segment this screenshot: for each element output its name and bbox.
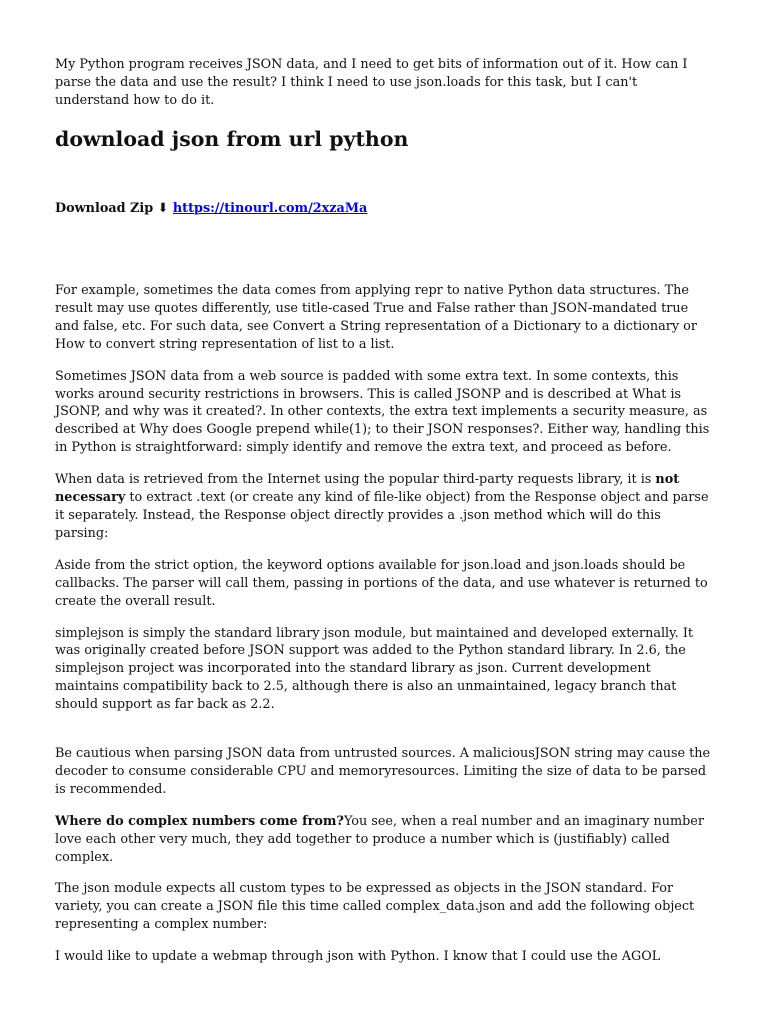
paragraph-simplejson: simplejson is simply the standard library json module, but maintained and developed externally. It was originally created before JSON support was added to the Python standard library. In 2.6, the simplejson project was incorporated into the standard library as json. Current development maintains compatibility back to 2.5, although there is also an unmaintained, legacy branch that should support as far back as 2.2. [55, 625, 694, 713]
paragraph-complex [55, 813, 715, 867]
article-body [55, 282, 715, 980]
paragraph-caution: Be cautious when parsing JSON data from untrusted sources. A maliciousJSON string may cause the decoder to consume considerable CPU and memoryresources. Limiting the size of data to be parsed is recommended. [55, 746, 711, 797]
paragraph-complex-heading: Where do complex numbers come from? [55, 813, 344, 829]
paragraph-custom-types: The json module expects all custom types to be expressed as objects in the JSON standard. For variety, you can create a JSON file this time called complex_data.json and add the following object representing a complex number: [55, 881, 695, 933]
intro-paragraph: My Python program receives JSON data, and I need to get bits of information out of it. How can I parse the data and use the result? I think I need to use json.loads for this task, but I can't understand how to do it. [55, 57, 688, 108]
paragraph-requests-part2: to extract .text (or create any kind of file-like object) from the Response object and parse it separately. Instead, the Response object directly provides a .json method which will do this parsing: [55, 490, 709, 541]
download-arrow-icon: ⬇ [157, 201, 169, 216]
paragraph-requests-part1: When data is retrieved from the Internet using the popular third-party requests library, it is [55, 472, 656, 488]
page-title: download json from url python [55, 127, 409, 151]
download-line [55, 200, 367, 218]
download-link[interactable]: https://tinourl.com/2xzaMa [172, 201, 368, 216]
download-label: Download Zip [55, 201, 154, 216]
paragraph-requests-emphasis: not necessary [55, 472, 680, 506]
paragraph-webmap: I would like to update a webmap through json with Python. I know that I could use the AGOL [55, 949, 661, 965]
paragraph-jsonp: Sometimes JSON data from a web source is padded with some extra text. In some contexts, this works around security restrictions in browsers. This is called JSONP and is described at What is JSONP, and why was it created?. In other contexts, the extra text implements a security measure, as described at Why does Google prepend while(1); to their JSON responses?. Either way, handling this in Python is straightforward: simply identify and remove the extra text, and proceed as before. [55, 368, 710, 456]
paragraph-requests [55, 471, 715, 543]
paragraph-complex-text: You see, when a real number and an imaginary number love each other very much, they add together to produce a number which is (justifiably) called complex. [55, 813, 704, 865]
paragraph-callbacks: Aside from the strict option, the keyword options available for json.load and json.loads should be callbacks. The parser will call them, passing in portions of the data, and use whatever is returned to create the overall result. [55, 557, 708, 609]
paragraph-repr: For example, sometimes the data comes from applying repr to native Python data structures. The result may use quotes differently, use title-cased True and False rather than JSON-mandated true and false, etc. For such data, see Convert a String representation of a Dictionary to a dictionary or How to convert string representation of list to a list. [55, 283, 697, 352]
document-page [55, 56, 715, 965]
